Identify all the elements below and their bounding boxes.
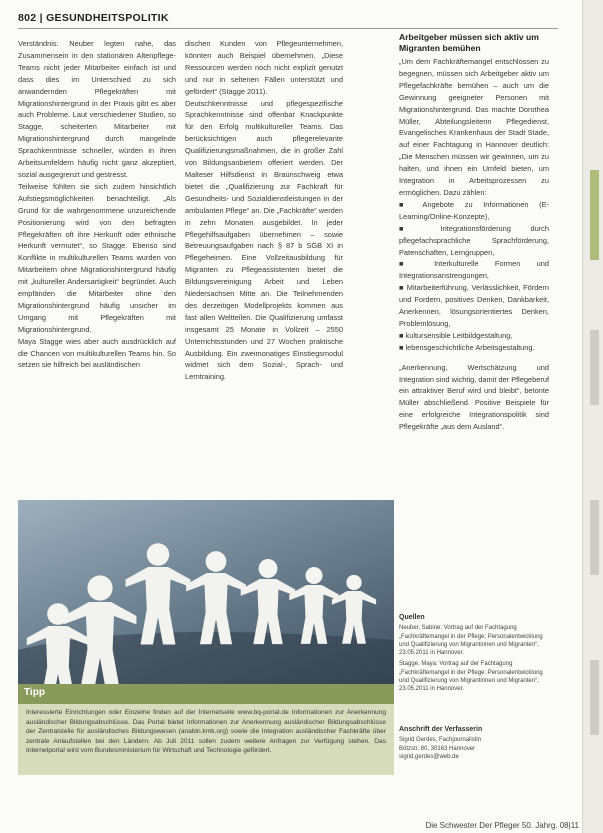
running-header: 802 | GESUNDHEITSPOLITIK — [18, 12, 169, 24]
tip-bar — [18, 684, 394, 704]
source-item: Neuber, Sabine: Vortrag auf der Fachtagung „Fachkräftemangel in der Pflege: Personalentwicklung und Qualifizierung von Migrantinnen und Migranten“, 23.05.2011 in Hannover. — [399, 625, 543, 657]
paragraph: Deutschkenntnisse und pflegespezifische Sprachkenntnisse sind offenbar Knackpunkte für den Erfolg multikultureller Teams. Das berücksichtigen auch pflegerelevante Qualifizierungsmaßnahmen, die in großer Zahl von Bildungsanbietern offeriert werden. Der Malteser Hilfsdienst in Braunschweig etwa bietet die „Qualifizierung zur Fachkraft für Gesundheits- und Sozialdienstleistungen in der ambulanten Pflege“ an. Die „Fachkräfte“ werden in zehn Monaten ausgebildet. In jeder Pflegehilfsaufgaben übernehmen – sowie Betreuungsaufgaben nach § 87 b SGB XI in Pflegeheimen. Eine Vollzeitausbildung für Migranten zu Pflegeassistenten bietet die Bildungsvereinigung Arbeit und Leben Niedersachsen Mitte an. Die Teilnehmenden des derzeitigen Modellprojekts kommen aus fast allen Weltteilen. Die Qualifizierung umfasst insgesamt 25 Monate in Vollzeit – 2550 Unterrichtsstunden und 27 Wochen praktische Ausbildung. Ein zweimonatiges Einstiegsmodul widmet sich dem Sozial-, Sprach- und Lerntraining. — [185, 98, 343, 382]
paragraph: Verständnis. Neuber legten nahe, das Zusammensein in den stationären Altenpflege-Teams nicht jeder Mitarbeiter einfach ist und dass dies im Unterschied zu sich anwandernden Pflegekräften mit Migrationshintergrund in der Praxis gibt es aber auch Probleme. Laut verschiedener Studien, so Stagge, scheiterten Mitarbeiter mit Migrationshintergrund durch mangelnde Sprachkenntnisse schneller, würden in ihren Arbeitsumfeldern häufig nicht ganz akzeptiert, sozial ausgegrenzt und gestresst. — [18, 39, 176, 179]
column-1 — [18, 38, 176, 371]
paper-chain-people-photo — [18, 500, 394, 684]
bullet-item: ■ lebensgeschichtliche Arbeitsgestaltung. — [399, 342, 535, 352]
section-tab — [590, 330, 599, 405]
tip-label: Tipp — [24, 687, 45, 698]
tip-box — [18, 704, 394, 775]
paragraph: Maya Stagge wies aber auch ausdrücklich auf die Chancen von multikulturellen Teams hin. So setzen sie hilfreich bei ausländischen — [18, 336, 176, 370]
source-item: Stagge, Maya: Vortrag auf der Fachtagung „Fachkräftemangel in der Pflege: Personalentwicklung und Qualifizierung von Migrantinnen und Migranten“, 23.05.2011 in Hannover. — [399, 661, 543, 693]
paragraph: „Um dem Fachkräftemangel entschlossen zu begegnen, müssen sich Arbeitgeber aktiv um Pflegefachkräfte bemühen – auch um die Gewinnung geeigneter Personen mit Migrationshintergrund. Das machte Dorothea Müller, Abteilungsleiterin Pflegedienst, Evangelisches Krankenhaus der Stadt Stade, auf einer Fachtagung in Hannover deutlich: „Die Menschen müssen wir gewinnen, um zu halten, und ihnen ein Umfeld bieten, um Integration in Arbeitsprozessen zu ermöglichen. Dazu zählen: — [399, 57, 549, 197]
paper-figures-illustration — [18, 500, 394, 684]
bullet-item: ■ kultursensible Leitbildgestaltung, — [399, 330, 513, 340]
paragraph: Teilweise fühlten sie sich zudem hinsichtlich Aufstiegsmöglichkeiten benachteiligt. „Als Grund für die wahrgenommene unzureichende Positionierung wird von den befragten Pflegekräften oft ihre Herkunft oder ethnische Herkunft vermutet“, so Stagge. Ebenso sind Konflikte in multikulturellen Teams wurden von Mitarbeitern ohne Migrationshintergrund häufig mit „kultureller Andersartigkeit“ begründet. Auch empfänden die Mitarbeiter ohne den Migrationshintergrund häufig unsicher im Umgang mit Pflegekräften mit Migrationshintergrund. — [18, 181, 176, 334]
sources-title: Quellen — [399, 614, 425, 621]
author-title: Anschrift der Verfasserin — [399, 726, 483, 733]
author-line: Bötzstr. 80, 30163 Hannover — [399, 745, 476, 752]
paragraph: „Anerkennung, Wertschätzung und Integration sind wichtig, damit der Pflegeberuf ein attraktiver Beruf wird und bleibt“, betonte Müller abschließend. Positive Beispiele für eine erfolgreiche Integrationspolitik sind Pflegekräfte „aus dem Ausland“. — [399, 362, 549, 432]
bullet-item: ■ Interkulturelle Formen und Integrationsanstrengungen, — [399, 259, 549, 281]
paragraph: dischen Kunden von Pflegeunternehmen, könnten auch Beispiel übernehmen. „Diese Ressourcen werden noch nicht explizit genutzt und nur in seltenen Fällen unterstützt und gefördert“ (Stagge 2011). — [185, 39, 343, 96]
column-3 — [399, 56, 549, 433]
section-tab — [590, 500, 599, 575]
section-tab-marker — [590, 170, 599, 260]
page-footer: Die Schwester Der Pfleger 50. Jahrg. 08|11 — [425, 821, 579, 830]
author-box — [399, 726, 549, 761]
author-line: Sigrid Gerdes, Fachjournalistin — [399, 737, 482, 744]
tip-text: Interessierte Einrichtungen oder Einzelne finden auf der Internetseite www.bq-portal.de Informationen zur Anerkennung ausländischer Bildungsabschlüsse. Das Portal bietet Informationen zur Anerkennung ausländischer Bildungsabschlüsse der Zentralstelle für ausländisches Bildungswesen (anabin.kmk.org) sowie die Integration ausländischer Fachkräfte über zentrale Anlaufstellen bei den Ländern. Ab Juli 2011 sollen zudem weitere Anfragen zur Verfügung stehen. Das Internetportal wird vom Bundesministerium für Wirtschaft und Technologie gefördert. — [26, 709, 386, 754]
bullet-item: ■ Mitarbeiterführung, Verlässlichkeit, Fördern und Fordern, positives Denken, Dankbarkeit, Anerkennen, lösungsorientiertes Denken, Problemlösung, — [399, 283, 549, 328]
author-email: sigrid.gerdes@web.de — [399, 753, 459, 760]
bullet-item: ■ Integrationsförderung durch pflegefachsprachliche Sprachförderung, Patenschaften, Lerngruppen, — [399, 223, 549, 257]
sources-box — [399, 614, 549, 697]
header-rule — [18, 28, 558, 29]
section-heading: Arbeitgeber müssen sich aktiv um Migranten bemühen — [399, 32, 539, 54]
section-tab — [590, 660, 599, 735]
page-edge-tabs — [582, 0, 603, 833]
column-2 — [185, 38, 343, 383]
bullet-item: ■ Angebote zu Informationen (E-Learning/Online-Konzepte), — [399, 199, 549, 221]
